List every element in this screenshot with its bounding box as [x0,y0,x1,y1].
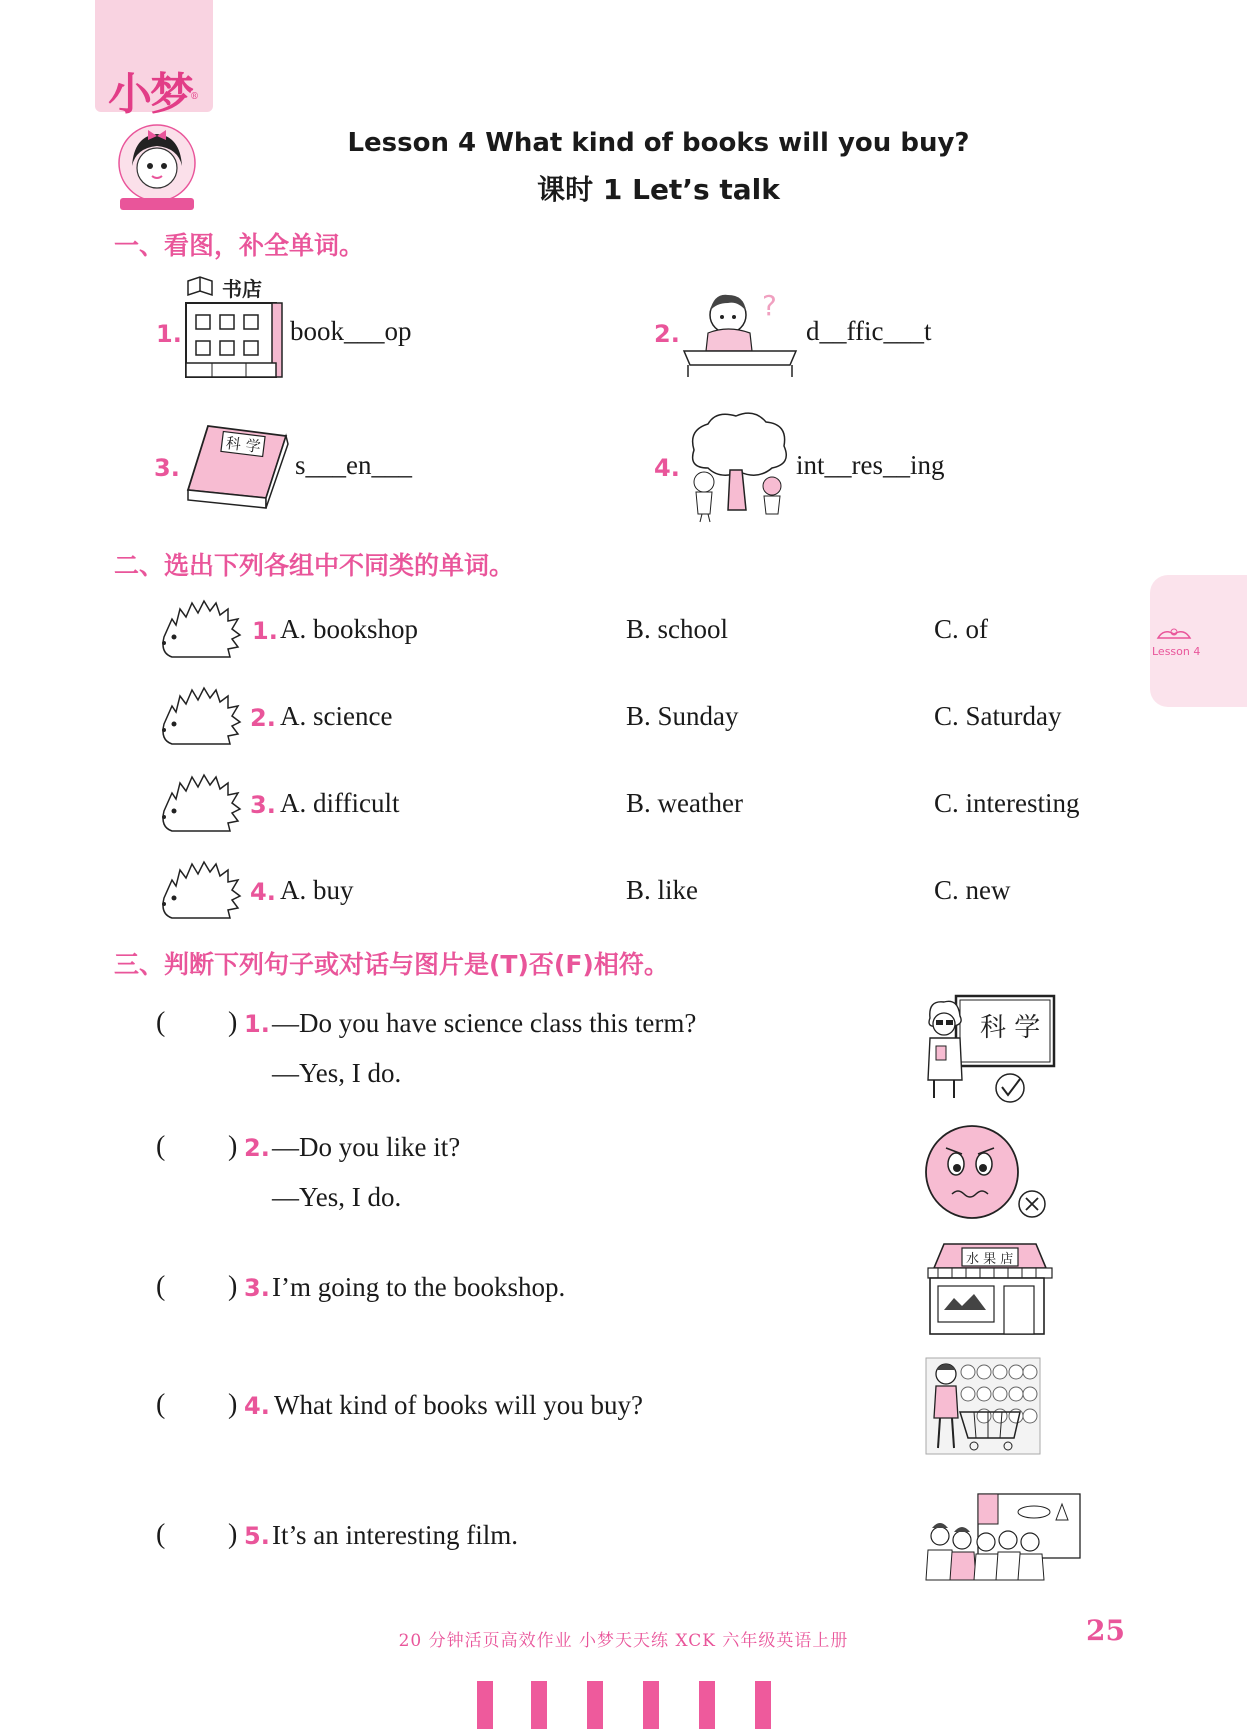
book-cover-label: 科 学 [224,433,262,457]
s1-num-3: 3. [154,454,180,482]
s1-word-2: d__ffic___t [806,316,932,346]
s3-num-2: 2. [244,1134,270,1162]
s3-line-1a: —Do you have science class this term? [272,1008,697,1038]
s2-option-3c: C. interesting [934,788,1080,818]
hedgehog-icon [158,858,242,920]
s3-num-5: 5. [244,1522,270,1550]
s3-line-3a: I’m going to the bookshop. [272,1272,566,1302]
footer-bar [699,1681,715,1729]
s2-option-1b: B. school [626,614,729,644]
s1-word-1: book___op [290,316,412,346]
answer-paren-close: ) [228,1389,238,1420]
s2-option-4a: A. buy [280,875,354,905]
s3-line-1b: —Yes, I do. [272,1058,402,1088]
section3-heading: 三、判断下列句子或对话与图片是(T)否(F)相符。 [114,950,669,979]
s3-line-2b: —Yes, I do. [272,1182,402,1212]
s3-num-3: 3. [244,1274,270,1302]
science-teacher-icon [924,994,1058,1106]
board-label: 科 学 [980,1013,1041,1043]
answer-paren-open: ( [156,1389,166,1420]
cinema-audience-icon [924,1490,1084,1586]
sad-face-icon [924,1124,1050,1222]
flower-ornament-icon [1156,626,1192,642]
answer-paren-close: ) [228,1271,238,1302]
bookshop-sign: 书店 [222,277,262,301]
shop-sign: 水 果 店 [966,1252,1014,1267]
s2-num-3: 3. [250,791,276,819]
answer-paren-open: ( [156,1007,166,1038]
children-tree-icon [684,410,794,525]
answer-paren-open: ( [156,1131,166,1162]
s2-num-4: 4. [250,878,276,906]
s3-line-4a: What kind of books will you buy? [274,1390,643,1420]
supermarket-shopping-icon [924,1356,1042,1456]
s2-num-2: 2. [250,704,276,732]
s2-option-1c: C. of [934,614,988,644]
footer-bar [755,1681,771,1729]
s2-num-1: 1. [252,617,278,645]
hedgehog-icon [158,597,242,659]
footer-bar [643,1681,659,1729]
s2-option-4c: C. new [934,875,1011,905]
s2-option-3a: A. difficult [280,788,400,818]
answer-paren-open: ( [156,1519,166,1550]
s1-word-3: s___en___ [295,450,412,480]
answer-paren-close: ) [228,1007,238,1038]
side-tab-label: Lesson 4 [1152,645,1201,658]
answer-paren-close: ) [228,1519,238,1550]
s1-num-2: 2. [654,320,680,348]
s3-line-2a: —Do you like it? [272,1132,461,1162]
s2-option-2c: C. Saturday [934,701,1062,731]
bookshop-icon [182,275,286,390]
brand-logo: 小梦 [108,69,192,120]
s2-option-3b: B. weather [626,788,743,818]
s1-num-4: 4. [654,454,680,482]
s3-line-5a: It’s an interesting film. [272,1520,518,1550]
registered-mark: ® [190,92,199,102]
answer-blank-2[interactable] [172,1130,228,1164]
section2-heading: 二、选出下列各组中不同类的单词。 [114,551,515,580]
answer-blank-1[interactable] [172,1006,228,1040]
confused-boy-icon [680,285,800,380]
s2-option-1a: A. bookshop [280,614,419,644]
footer-text: 20 分钟活页高效作业 小梦天天练 XCK 六年级英语上册 [398,1631,849,1651]
answer-paren-open: ( [156,1271,166,1302]
footer-bar [477,1681,493,1729]
lesson-title: Lesson 4 What kind of books will you buy? [347,128,970,158]
hedgehog-icon [158,684,242,746]
s3-num-1: 1. [244,1010,270,1038]
s3-num-4: 4. [244,1392,270,1420]
s1-word-4: int__res__ing [796,450,945,480]
section1-heading: 一、看图，补全单词。 [114,231,365,260]
lesson-subtitle: 课时 1 Let’s talk [537,173,780,206]
svg-text:?: ? [762,289,777,322]
science-book-icon [180,420,292,512]
s2-option-2a: A. science [280,701,393,731]
hedgehog-icon [158,771,242,833]
s2-option-2b: B. Sunday [626,701,739,731]
answer-blank-3[interactable] [172,1270,228,1304]
answer-blank-4[interactable] [172,1388,228,1422]
s1-num-1: 1. [156,320,182,348]
s2-option-4b: B. like [626,875,698,905]
fruit-shop-icon [924,1240,1056,1336]
footer-bar [531,1681,547,1729]
footer-bar [587,1681,603,1729]
page-number: 25 [1086,1614,1125,1647]
answer-blank-5[interactable] [172,1518,228,1552]
answer-paren-close: ) [228,1131,238,1162]
